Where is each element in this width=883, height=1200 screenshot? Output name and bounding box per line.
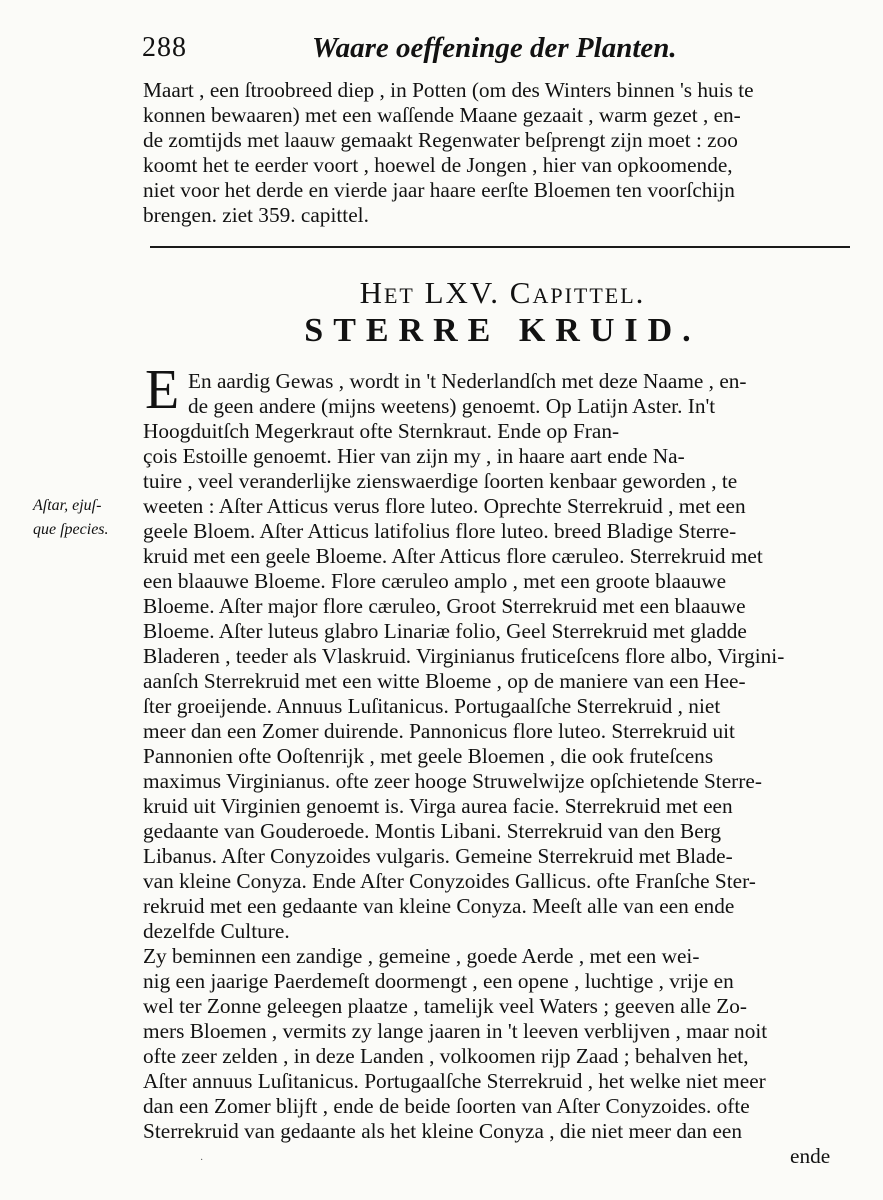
margin-note-line: que ſpecies. xyxy=(33,521,109,538)
body-line: rekruid met een gedaante van kleine Conyza. Meeſt alle van een ende xyxy=(143,894,735,918)
catchword: ende xyxy=(790,1144,831,1168)
body-line: geele Bloem. Aſter Atticus latifolius flore luteo. breed Bladige Sterre- xyxy=(143,519,737,543)
body-line: Bladeren , teeder als Vlaskruid. Virginianus fruticeſcens flore albo, Virgini- xyxy=(143,644,785,668)
body-line: van kleine Conyza. Ende Aſter Conyzoides Gallicus. ofte Franſche Ster- xyxy=(143,869,756,893)
body-line: Bloeme. Aſter luteus glabro Linariæ folio, Geel Sterrekruid met gladde xyxy=(143,619,747,643)
body-line: Pannonien ofte Ooſtenrijk , met geele Bloemen , die ook fruteſcens xyxy=(143,744,714,768)
body-line: Hoogduitſch Megerkraut ofte Sternkraut. Ende op Fran- xyxy=(143,419,620,443)
intro-line: niet voor het derde en vierde jaar haare eerſte Bloemen ten voorſchijn xyxy=(143,178,735,202)
intro-line: koomt het te eerder voort , hoewel de Jongen , hier van opkoomende, xyxy=(143,153,733,177)
body-line: maximus Virginianus. ofte zeer hooge Struwelwijze opſchietende Sterre- xyxy=(143,769,762,793)
body-line: nig een jaarige Paerdemeſt doormengt , een opene , luchtige , vrije en xyxy=(143,969,734,993)
section-divider xyxy=(150,246,850,248)
body-line: meer dan een Zomer duirende. Pannonicus flore luteo. Sterrekruid uit xyxy=(143,719,735,743)
intro-line: brengen. ziet 359. capittel. xyxy=(143,203,369,227)
body-line: kruid uit Virginien genoemt is. Virga aurea facie. Sterrekruid met een xyxy=(143,794,733,818)
body-line: Bloeme. Aſter major flore cæruleo, Groot Sterrekruid met een blaauwe xyxy=(143,594,746,618)
body-line: de geen andere (mijns weetens) genoemt. Op Latijn Aster. In't xyxy=(188,394,716,418)
body-line: ſter groeijende. Annuus Luſitanicus. Portugaalſche Sterrekruid , niet xyxy=(143,694,721,718)
body-line: weeten : Aſter Atticus verus flore luteo. Oprechte Sterrekruid , met een xyxy=(143,494,746,518)
body-line: En aardig Gewas , wordt in 't Nederlandſch met deze Naame , en- xyxy=(188,369,747,393)
body-line: mers Bloemen , vermits zy lange jaaren in 't leeven verblijven , maar noit xyxy=(143,1019,768,1043)
running-title: Waare oeffeninge der Planten. xyxy=(312,32,677,64)
page-number: 288 xyxy=(142,32,187,63)
body-line: Zy beminnen een zandige , gemeine , goede Aerde , met een wei- xyxy=(143,944,700,968)
page-header xyxy=(142,32,842,72)
intro-line: Maart , een ſtroobreed diep , in Potten (om des Winters binnen 's huis te xyxy=(143,78,754,102)
margin-note-line: Aſtar, ejuſ- xyxy=(33,497,102,514)
body-line: aanſch Sterrekruid met een witte Bloeme , op de maniere van een Hee- xyxy=(143,669,746,693)
body-line: tuire , veel veranderlijke zienswaerdige ſoorten kenbaar geworden , te xyxy=(143,469,738,493)
body-line: kruid met een geele Bloeme. Aſter Atticus flore cæruleo. Sterrekruid met xyxy=(143,544,763,568)
chapter-number: Het LXV. Capittel. xyxy=(359,275,646,310)
body-line: gedaante van Gouderoede. Montis Libani. Sterrekruid van den Berg xyxy=(143,819,722,843)
body-line: Aſter annuus Luſitanicus. Portugaalſche Sterrekruid , het welke niet meer xyxy=(143,1069,766,1093)
drop-cap: E xyxy=(145,359,180,421)
body-line: Libanus. Aſter Conyzoides vulgaris. Gemeine Sterrekruid met Blade- xyxy=(143,844,733,868)
body-line: dan een Zomer blijft , ende de beide ſoorten van Aſter Conyzoides. ofte xyxy=(143,1094,750,1118)
body-line: ofte zeer zelden , in deze Landen , volkoomen rijp Zaad ; behalven het, xyxy=(143,1044,749,1068)
body-line: wel ter Zonne geleegen plaatze , tamelijk veel Waters ; geeven alle Zo- xyxy=(143,994,747,1018)
body-line: een blaauwe Bloeme. Flore cæruleo amplo , met een groote blaauwe xyxy=(143,569,727,593)
body-line: dezelfde Culture. xyxy=(143,919,290,943)
body-line: çois Estoille genoemt. Hier van zijn my , in haare aart ende Na- xyxy=(143,444,685,468)
chapter-title: STERRE KRUID. xyxy=(304,312,701,349)
intro-line: de zomtijds met laauw gemaakt Regenwater beſprengt zijn moet : zoo xyxy=(143,128,738,152)
ink-speck: · xyxy=(200,1155,204,1166)
intro-line: konnen bewaaren) met een waſſende Maane gezaait , warm gezet , en- xyxy=(143,103,741,127)
body-line: Sterrekruid van gedaante als het kleine Conyza , die niet meer dan een xyxy=(143,1119,743,1143)
